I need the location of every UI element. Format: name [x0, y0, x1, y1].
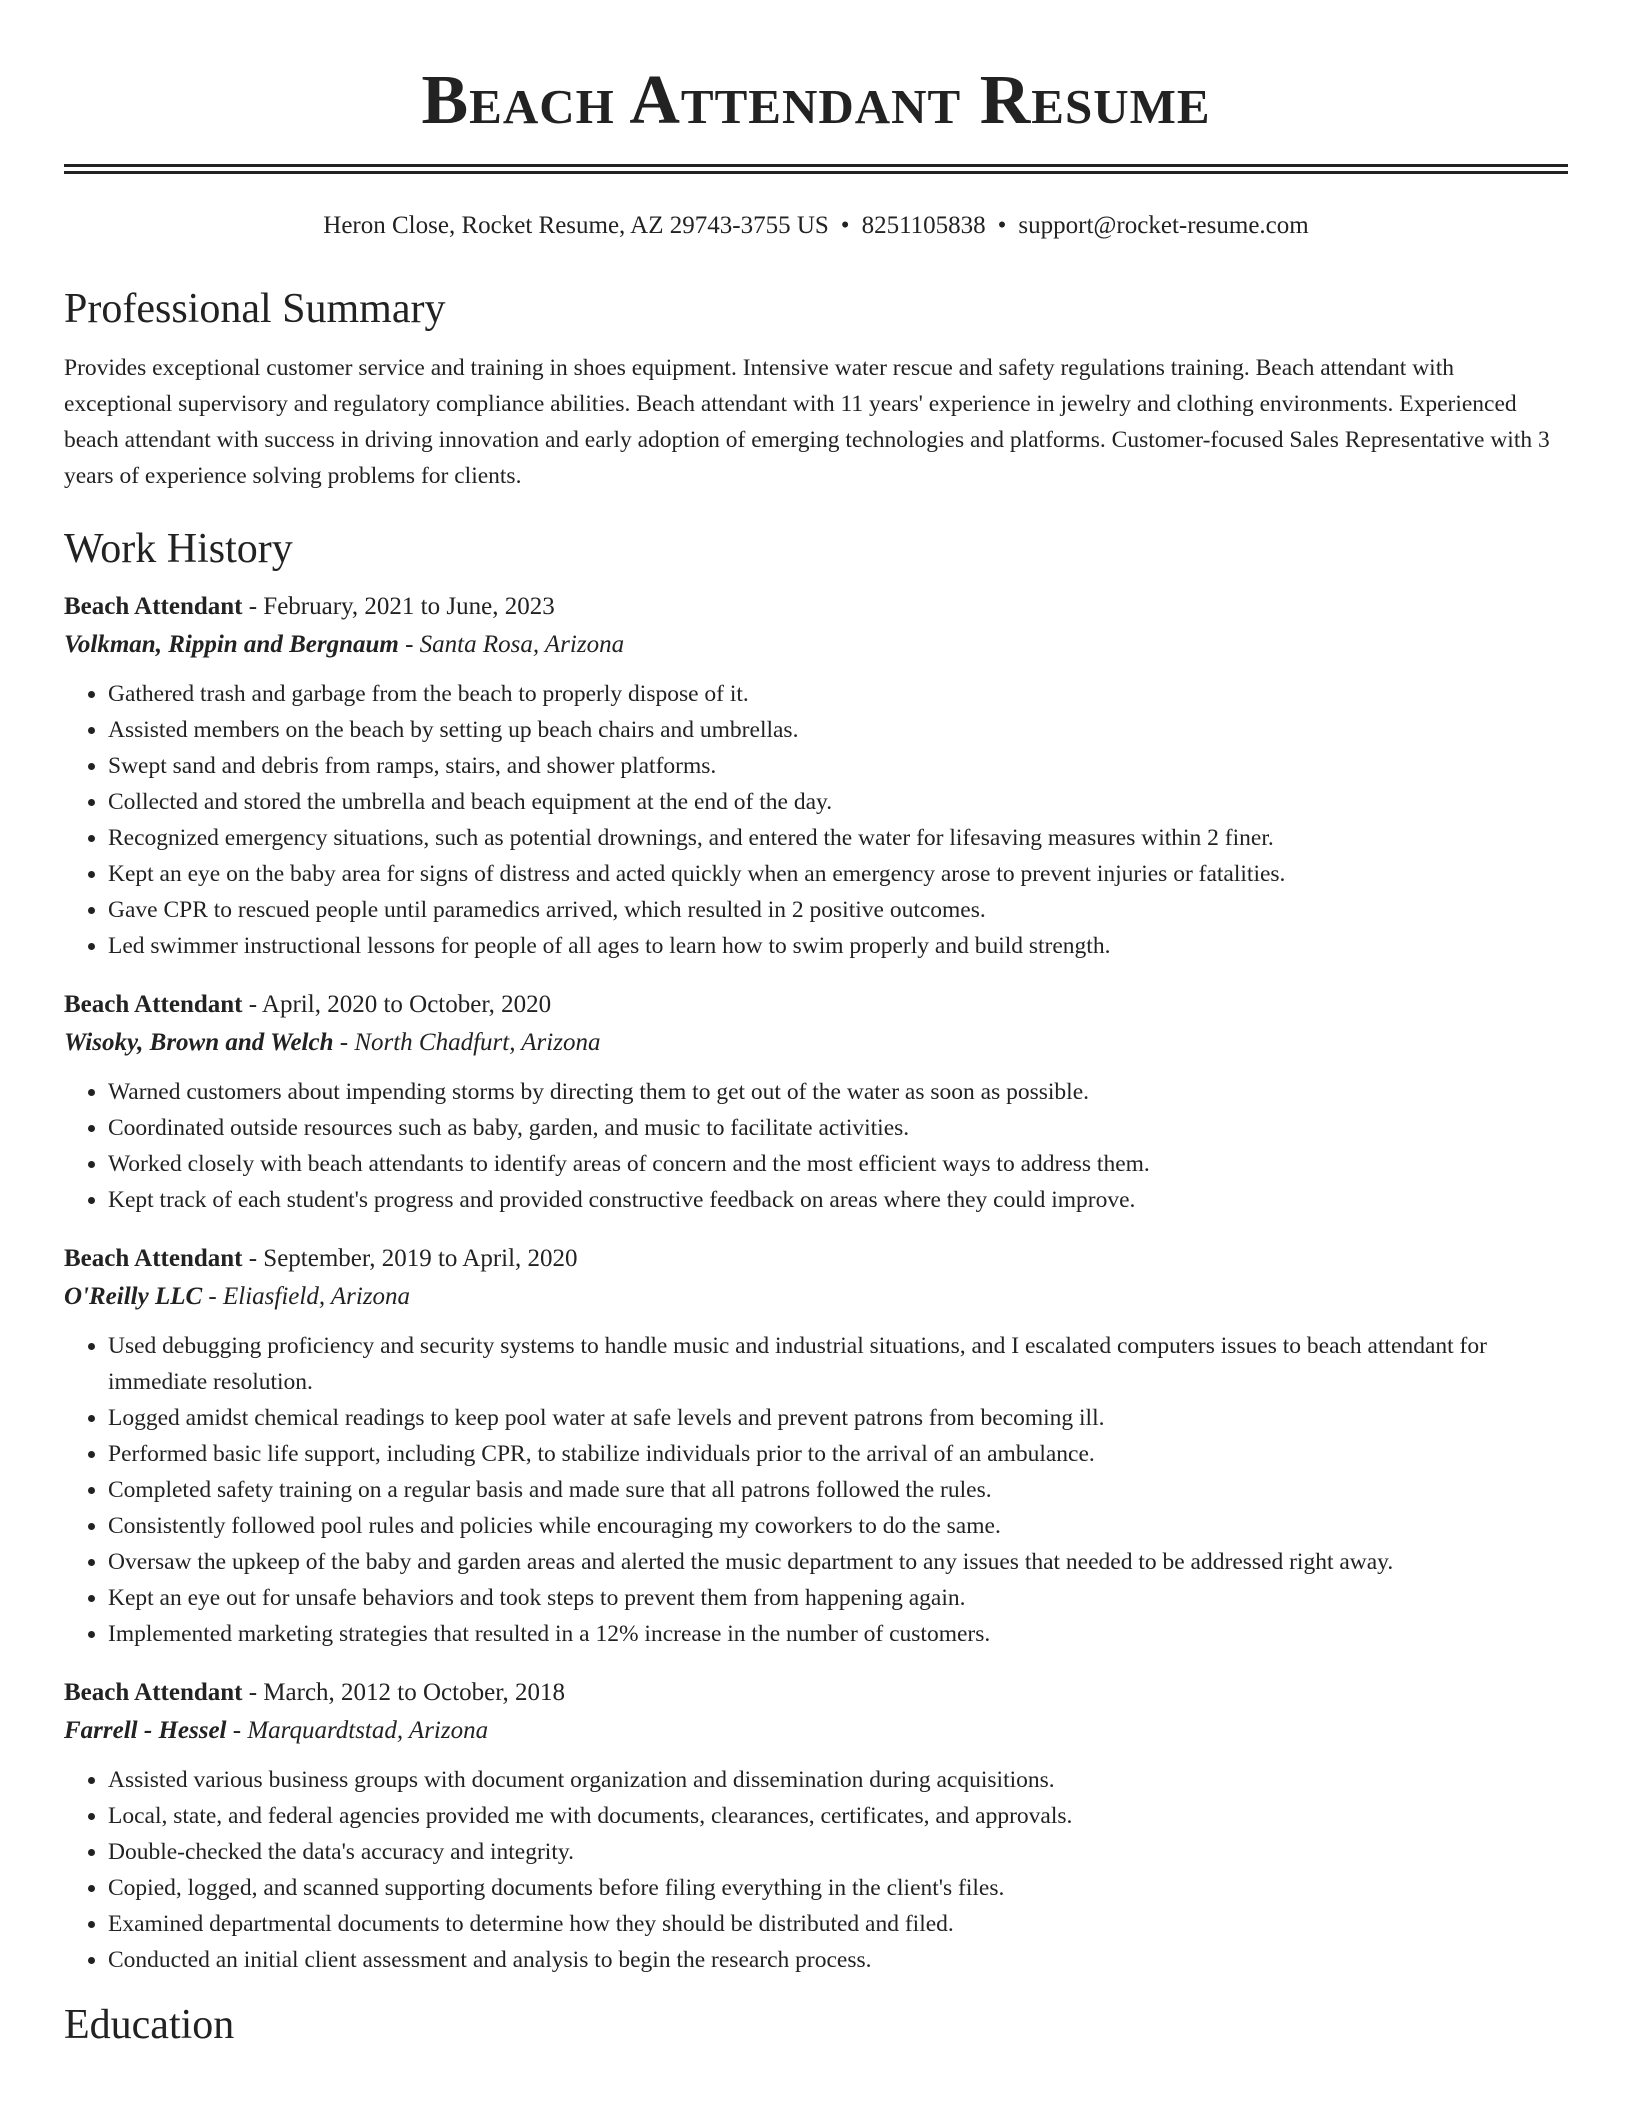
job-duty-item: • Led swimmer instructional lessons for people of all ages to learn how to swim properly and build strength.: [108, 928, 1568, 964]
job-duty-item: • Oversaw the upkeep of the baby and garden areas and alerted the music department to any issues that needed to be addressed right away.: [108, 1544, 1568, 1580]
section-title-work-history: Work History: [64, 526, 293, 572]
contact-line: [64, 210, 1568, 242]
job-location: - Santa Rosa, Arizona: [398, 631, 625, 658]
job-duty-item: • Kept an eye out for unsafe behaviors and took steps to prevent them from happening again.: [108, 1580, 1568, 1616]
contact-address: Heron Close, Rocket Resume, AZ 29743-3755 US: [323, 212, 829, 239]
job-company: O'Reilly LLC: [64, 1283, 203, 1310]
work-history-list: [64, 588, 1568, 1978]
job-entry: [64, 1240, 1568, 1652]
title-double-rule: [64, 164, 1568, 174]
job-employer-line: [64, 1278, 1568, 1316]
job-duty-item: • Gave CPR to rescued people until paramedics arrived, which resulted in 2 positive outcomes.: [108, 892, 1568, 928]
job-duty-item: • Copied, logged, and scanned supporting documents before filing everything in the client's files.: [108, 1870, 1568, 1906]
contact-email: support@rocket-resume.com: [1018, 212, 1309, 239]
job-role: Beach Attendant: [64, 1245, 243, 1272]
job-dates: - April, 2020 to October, 2020: [242, 991, 552, 1018]
job-duty-item: • Examined departmental documents to determine how they should be distributed and filed.: [108, 1906, 1568, 1942]
section-title-summary: Professional Summary: [64, 286, 446, 332]
job-heading: [64, 588, 1568, 626]
summary-text: Provides exceptional customer service and training in shoes equipment. Intensive water rescue and safety regulations training. Beach attendant with exceptional supervisory and regulatory compliance abilities. Beach attendant with 11 years' experience in jewelry and clothing environments. Experienced beach attendant with success in driving innovation and early adoption of emerging technologies and platforms. Customer-focused Sales Representative with 3 years of experience solving problems for clients.: [64, 355, 1550, 489]
job-duty-item: • Performed basic life support, including CPR, to stabilize individuals prior to the arrival of an ambulance.: [108, 1436, 1568, 1472]
job-duty-item: • Double-checked the data's accuracy and integrity.: [108, 1834, 1568, 1870]
job-duty-item: • Recognized emergency situations, such as potential drownings, and entered the water for lifesaving measures within 2 finer.: [108, 820, 1568, 856]
job-dates: - March, 2012 to October, 2018: [242, 1679, 566, 1706]
job-employer-line: [64, 1024, 1568, 1062]
job-duty-item: • Assisted various business groups with document organization and dissemination during acquisitions.: [108, 1762, 1568, 1798]
job-duty-item: • Completed safety training on a regular basis and made sure that all patrons followed the rules.: [108, 1472, 1568, 1508]
job-duty-item: • Assisted members on the beach by setting up beach chairs and umbrellas.: [108, 712, 1568, 748]
resume-title: Beach Attendant Resume: [421, 62, 1211, 139]
job-duty-item: • Logged amidst chemical readings to keep pool water at safe levels and prevent patrons from becoming ill.: [108, 1400, 1568, 1436]
job-duty-item: • Warned customers about impending storms by directing them to get out of the water as soon as possible.: [108, 1074, 1568, 1110]
job-duty-item: • Coordinated outside resources such as baby, garden, and music to facilitate activities.: [108, 1110, 1568, 1146]
contact-phone: 8251105838: [861, 212, 986, 239]
job-duty-item: • Local, state, and federal agencies provided me with documents, clearances, certificates, and approvals.: [108, 1798, 1568, 1834]
contact-separator: •: [840, 212, 850, 239]
job-role: Beach Attendant: [64, 991, 243, 1018]
job-duty-item: • Implemented marketing strategies that resulted in a 12% increase in the number of customers.: [108, 1616, 1568, 1652]
job-heading: [64, 986, 1568, 1024]
job-role: Beach Attendant: [64, 1679, 243, 1706]
job-duties-list: [64, 1074, 1568, 1218]
job-duty-item: • Kept an eye on the baby area for signs of distress and acted quickly when an emergency arose to prevent injuries or fatalities.: [108, 856, 1568, 892]
job-duty-item: • Gathered trash and garbage from the beach to properly dispose of it.: [108, 676, 1568, 712]
job-company: Farrell - Hessel: [64, 1717, 227, 1744]
job-company: Wisoky, Brown and Welch: [64, 1029, 334, 1056]
job-duty-item: • Worked closely with beach attendants to identify areas of concern and the most efficient ways to address them.: [108, 1146, 1568, 1182]
job-location: - Marquardtstad, Arizona: [226, 1717, 489, 1744]
job-entry: [64, 588, 1568, 964]
job-dates: - September, 2019 to April, 2020: [242, 1245, 578, 1272]
job-duty-item: • Used debugging proficiency and security systems to handle music and industrial situations, and I escalated computers issues to beach attendant for immediate resolution.: [108, 1328, 1568, 1400]
job-entry: [64, 986, 1568, 1218]
section-title-education: Education: [64, 2002, 235, 2048]
job-duties-list: [64, 1762, 1568, 1978]
job-company: Volkman, Rippin and Bergnaum: [64, 631, 399, 658]
job-entry: [64, 1674, 1568, 1978]
job-role: Beach Attendant: [64, 593, 243, 620]
job-location: - Eliasfield, Arizona: [202, 1283, 411, 1310]
job-dates: - February, 2021 to June, 2023: [242, 593, 555, 620]
job-duties-list: [64, 1328, 1568, 1652]
job-heading: [64, 1240, 1568, 1278]
job-duty-item: • Consistently followed pool rules and policies while encouraging my coworkers to do the same.: [108, 1508, 1568, 1544]
contact-separator: •: [997, 212, 1007, 239]
job-duty-item: • Collected and stored the umbrella and beach equipment at the end of the day.: [108, 784, 1568, 820]
job-duties-list: [64, 676, 1568, 964]
job-duty-item: • Conducted an initial client assessment and analysis to begin the research process.: [108, 1942, 1568, 1978]
job-heading: [64, 1674, 1568, 1712]
job-duty-item: • Kept track of each student's progress and provided constructive feedback on areas where they could improve.: [108, 1182, 1568, 1218]
job-duty-item: • Swept sand and debris from ramps, stairs, and shower platforms.: [108, 748, 1568, 784]
job-employer-line: [64, 1712, 1568, 1750]
job-employer-line: [64, 626, 1568, 664]
job-location: - North Chadfurt, Arizona: [333, 1029, 601, 1056]
